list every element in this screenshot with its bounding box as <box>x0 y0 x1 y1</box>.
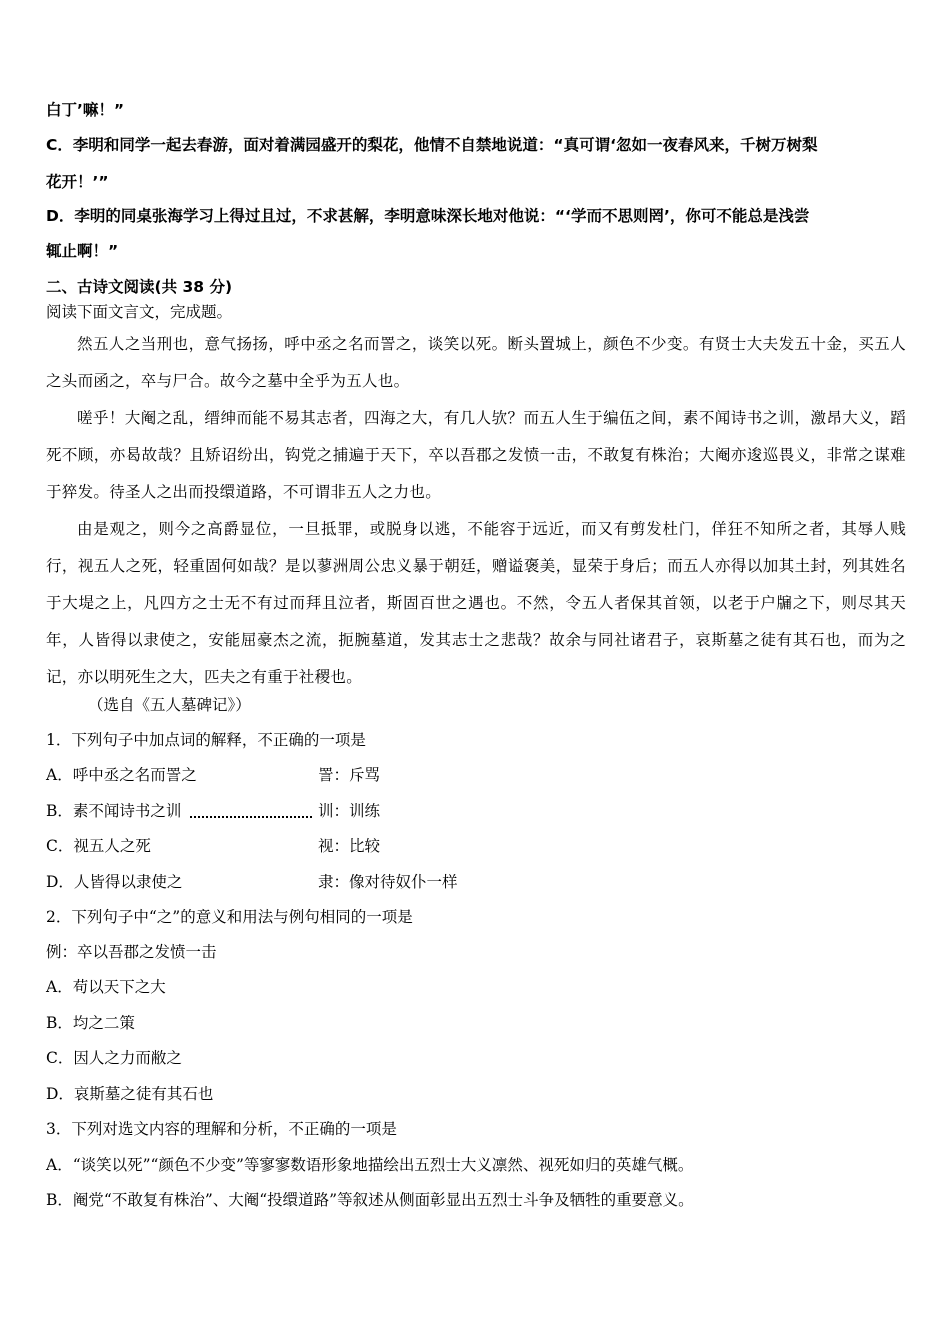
classical-passage <box>46 326 906 696</box>
q1-option-b-gloss: 训：训练 <box>318 802 381 820</box>
prev-option-d-line-1: D．李明的同桌张海学习上得过且过，不求甚解，李明意味深长地对他说：“‘学而不思则罔’，你可不能总是浅尝 <box>46 207 810 225</box>
passage-source: （选自《五人墓碑记》） <box>88 696 251 714</box>
q1-stem: 1．下列句子中加点词的解释，不正确的一项是 <box>46 731 366 749</box>
q1-option-d: D．人皆得以隶使之 <box>46 873 183 891</box>
q2-option-c: C．因人之力而敝之 <box>46 1049 182 1067</box>
q1-option-d-gloss: 隶：像对待奴仆一样 <box>318 873 458 891</box>
q2-stem: 2．下列句子中“之”的意义和用法与例句相同的一项是 <box>46 908 413 926</box>
section-instruction: 阅读下面文言文，完成题。 <box>46 303 233 321</box>
q1-option-b: B．素不闻诗书之训 <box>46 802 182 820</box>
emphasis-dot-leader <box>190 812 312 818</box>
q3-option-b: B．阉党“不敢复有株治”、大阉“投缳道路”等叙述从侧面彰显出五烈士斗争及牺牲的重要意义。 <box>46 1191 694 1209</box>
passage-paragraph-1: 然五人之当刑也，意气扬扬，呼中丞之名而詈之，谈笑以死。断头置城上，颜色不少变。有贤士大夫发五十金，买五人之头而函之，卒与尸合。故今之墓中全乎为五人也。 <box>46 335 906 390</box>
q3-option-a: A．“谈笑以死”“颜色不少变”等寥寥数语形象地描绘出五烈士大义凛然、视死如归的英雄气概。 <box>46 1156 694 1174</box>
q2-option-b: B．均之二策 <box>46 1014 135 1032</box>
prev-option-d-line-2: 辄止啊！” <box>46 242 119 260</box>
q1-option-a-gloss: 詈：斥骂 <box>318 766 381 784</box>
q1-option-c: C．视五人之死 <box>46 837 151 855</box>
passage-paragraph-3: 由是观之，则今之高爵显位，一旦抵罪，或脱身以逃，不能容于远近，而又有剪发杜门，佯狂不知所之者，其辱人贱行，视五人之死，轻重固何如哉？是以蓼洲周公忠义暴于朝廷，赠谥褒美，显荣于身后；而五人亦得以加其土封，列其姓名于大堤之上，凡四方之士无不有过而拜且泣者，斯固百世之遇也。不然，令五人者保其首领，以老于户牖之下，则尽其天年，人皆得以隶使之，安能屈豪杰之流，扼腕墓道，发其志士之悲哉？故余与同社诸君子，哀斯墓之徒有其石也，而为之记，亦以明死生之大，匹夫之有重于社稷也。 <box>46 520 906 686</box>
q2-option-a: A．苟以天下之大 <box>46 978 166 996</box>
q3-stem: 3．下列对选文内容的理解和分析，不正确的一项是 <box>46 1120 397 1138</box>
q1-option-c-gloss: 视：比较 <box>318 837 381 855</box>
passage-paragraph-2: 嗟乎！大阉之乱，缙绅而能不易其志者，四海之大，有几人欤？而五人生于编伍之间，素不闻诗书之训，激昂大义，蹈死不顾，亦曷故哉？且矫诏纷出，钩党之捕遍于天下，卒以吾郡之发愤一击，不敢复有株治；大阉亦逡巡畏义，非常之谋难于猝发。待圣人之出而投缳道路，不可谓非五人之力也。 <box>46 409 906 501</box>
q2-option-d: D．哀斯墓之徒有其石也 <box>46 1085 214 1103</box>
prev-option-c-line-1: C．李明和同学一起去春游，面对着满园盛开的梨花，他情不自禁地说道：“真可谓‘忽如一夜春风来，千树万树梨 <box>46 136 818 154</box>
q2-example: 例：卒以吾郡之发愤一击 <box>46 943 217 961</box>
prev-option-c-line-2: 花开！’” <box>46 173 109 191</box>
section-heading: 二、古诗文阅读(共 38 分) <box>46 278 233 296</box>
q1-option-a: A．呼中丞之名而詈之 <box>46 766 197 784</box>
prev-question-line-end: 白丁’嘛！” <box>46 101 125 119</box>
